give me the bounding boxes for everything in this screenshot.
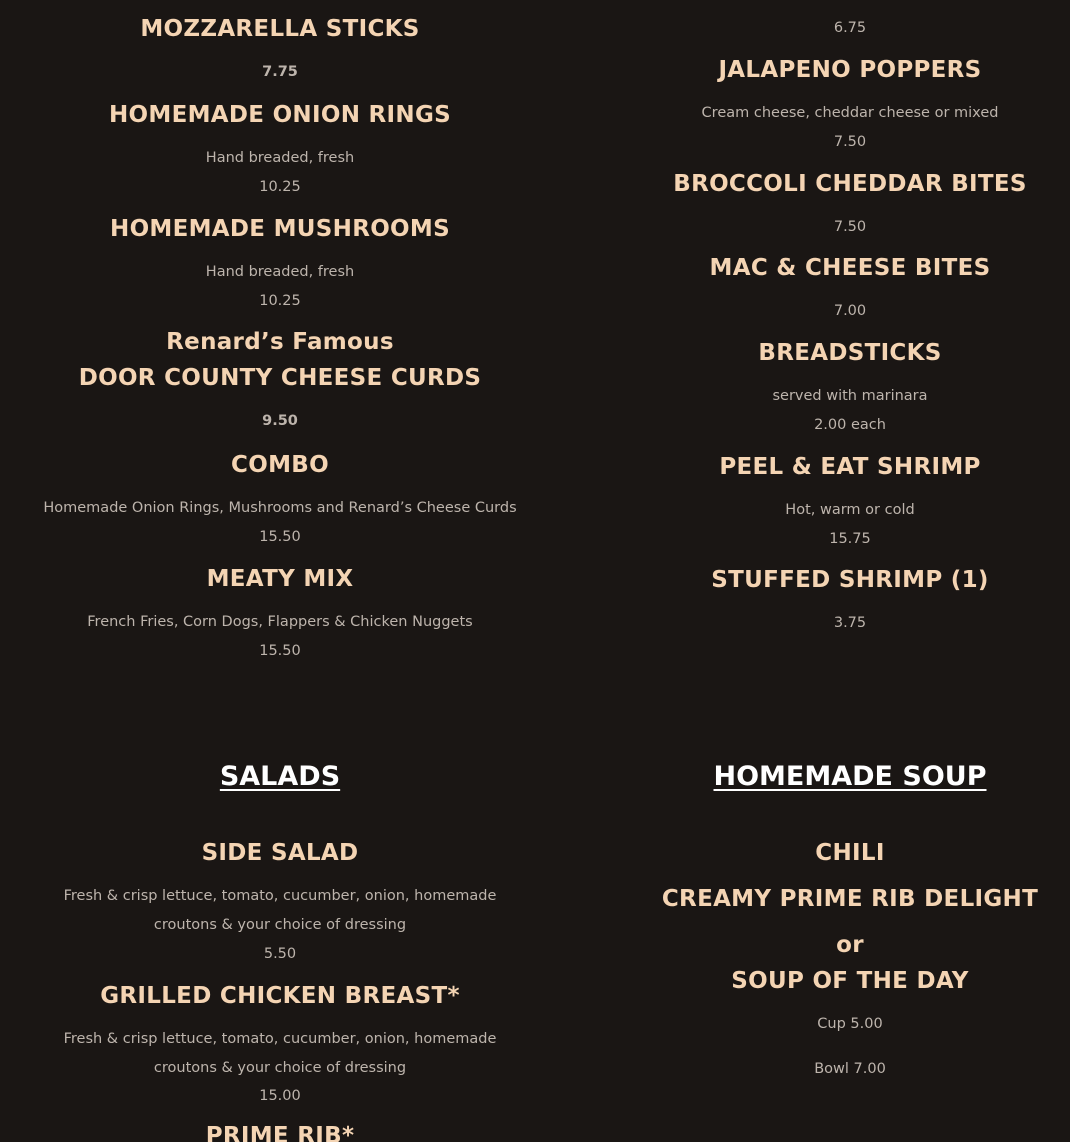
menu-item-price: Cup 5.00	[817, 1016, 883, 1032]
menu-item-description: croutons & your choice of dressing	[153, 917, 407, 933]
menu-item-price: 15.75	[829, 531, 871, 547]
menu-item-price: 7.50	[833, 219, 867, 235]
menu-item-title: MEATY MIX	[206, 566, 354, 592]
menu-item-description: Hand breaded, fresh	[205, 264, 355, 280]
menu-item-price: 15.50	[259, 529, 301, 545]
menu-item-title: MAC & CHEESE BITES	[709, 255, 991, 281]
menu-item-title: HOMEMADE ONION RINGS	[108, 102, 452, 128]
menu-item-title: DOOR COUNTY CHEESE CURDS	[78, 365, 482, 391]
menu-item-price: 9.50	[262, 413, 298, 429]
menu-item-description: Hand breaded, fresh	[205, 150, 355, 166]
menu-item-price: 15.50	[259, 643, 301, 659]
menu-item-title: BROCCOLI CHEDDAR BITES	[673, 171, 1027, 197]
menu-item-title: SIDE SALAD	[201, 840, 359, 866]
menu-item-description: croutons & your choice of dressing	[153, 1060, 407, 1076]
menu-item-title: CREAMY PRIME RIB DELIGHT	[661, 886, 1039, 912]
menu-item-description: Cream cheese, cheddar cheese or mixed	[701, 105, 999, 121]
menu-item-price: 2.00 each	[814, 417, 886, 433]
menu-item-title: Renard’s Famous	[166, 329, 394, 355]
menu-item-title: COMBO	[231, 452, 329, 478]
section-heading-soup: HOMEMADE SOUP	[713, 761, 987, 792]
menu-item-price: 5.50	[263, 946, 297, 962]
menu-item-description: served with marinara	[772, 388, 928, 404]
menu-item-price: 7.50	[833, 134, 867, 150]
menu-item-description: Hot, warm or cold	[785, 502, 915, 518]
menu-item-price: 10.25	[259, 293, 301, 309]
menu-item-title: PRIME RIB*	[205, 1123, 355, 1142]
menu-item-description: Fresh & crisp lettuce, tomato, cucumber, onion, homemade	[63, 1031, 497, 1047]
menu-item-price: 7.75	[262, 64, 298, 80]
menu-item-price: 7.00	[833, 303, 867, 319]
menu-item-price: 3.75	[833, 615, 867, 631]
menu-item-description: French Fries, Corn Dogs, Flappers & Chicken Nuggets	[87, 614, 473, 630]
menu-item-description: Fresh & crisp lettuce, tomato, cucumber, onion, homemade	[63, 888, 497, 904]
menu-item-title: BREADSTICKS	[758, 340, 942, 366]
menu-item-title: SOUP OF THE DAY	[731, 968, 969, 994]
menu-item-title: STUFFED SHRIMP (1)	[711, 567, 989, 593]
menu-item-price: 15.00	[259, 1088, 301, 1104]
menu-item-price: Bowl 7.00	[814, 1061, 886, 1077]
menu-item-title: CHILI	[815, 840, 885, 866]
section-heading-salads: SALADS	[219, 761, 341, 792]
menu-item-title: or	[836, 932, 864, 958]
menu-item-description: Homemade Onion Rings, Mushrooms and Renard’s Cheese Curds	[43, 500, 517, 516]
menu-item-title: MOZZARELLA STICKS	[140, 16, 420, 42]
menu-item-price: 10.25	[259, 179, 301, 195]
menu-item-title: GRILLED CHICKEN BREAST*	[100, 983, 460, 1009]
menu-item-price: 6.75	[833, 20, 867, 36]
menu-item-title: PEEL & EAT SHRIMP	[719, 454, 981, 480]
menu-item-title: HOMEMADE MUSHROOMS	[110, 216, 450, 242]
menu-item-title: JALAPENO POPPERS	[718, 57, 982, 83]
